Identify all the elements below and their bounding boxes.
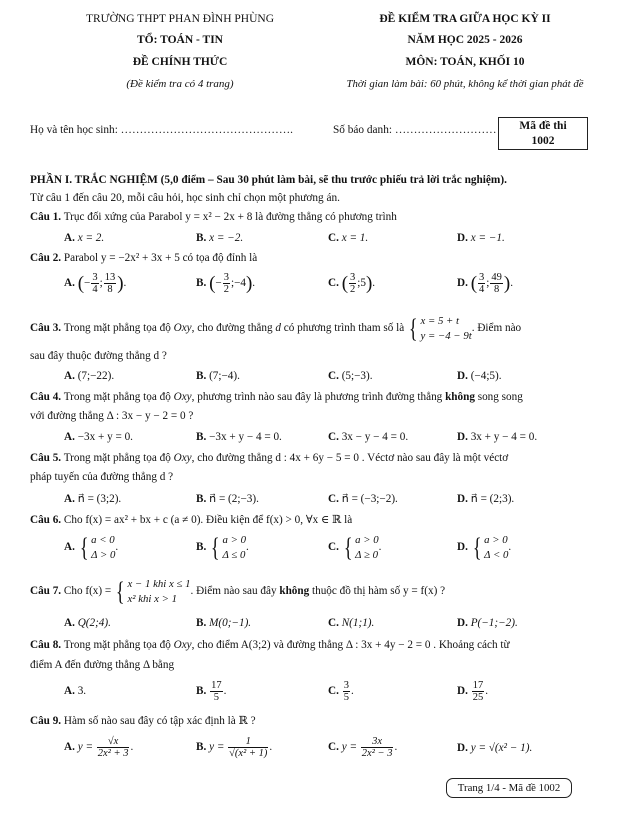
q8-option-c[interactable]: C. $\frac{3}{5}$ . (328, 680, 354, 704)
school-name: TRƯỜNG THPT PHAN ĐÌNH PHÙNG (85, 13, 275, 25)
q5-option-d[interactable]: D. n⃗ = (2;3). (457, 493, 515, 505)
exam-code-box (498, 117, 588, 150)
question-5: Câu 5. Trong mặt phẳng tọa độ Oxy, cho đường thẳng d : 4x + 6y − 5 = 0 . Véctơ nào sau đây là một véctơ (30, 452, 509, 464)
q8-option-a[interactable]: A. 3. (64, 685, 87, 697)
school-year: NĂM HỌC 2025 - 2026 (407, 34, 523, 46)
q3-option-a[interactable]: A. (7;−22). (64, 370, 115, 382)
q9-option-a[interactable]: A. y = $\frac{√x}{\text{2x² + 3}}$ . (64, 736, 134, 760)
q6-option-d[interactable]: D. { a > 0 Δ < 0. (457, 532, 512, 562)
question-5-line2: pháp tuyến của đường thẳng d ? (30, 471, 174, 483)
q3-option-d[interactable]: D. (−4;5). (457, 370, 502, 382)
question-8: Câu 8. Trong mặt phẳng tọa độ Oxy, cho điểm A(3;2) và đường thẳng Δ : 3x + 4y − 2 = 0 . Khoảng cách từ (30, 639, 510, 651)
question-2: Câu 2. Parabol y = −2x² + 3x + 5 có tọa độ đỉnh là (30, 252, 258, 264)
q3-option-c[interactable]: C. (5;−3). (328, 370, 373, 382)
question-2-text: Parabol y = −2x² + 3x + 5 có tọa độ đỉnh là (63, 252, 258, 264)
q1-option-b[interactable]: B. x = −2. (196, 232, 244, 244)
q1-option-a[interactable]: A. x = 2. (64, 232, 105, 244)
part1-instruction: Từ câu 1 đến câu 20, mỗi câu hỏi, học sinh chỉ chọn một phương án. (30, 192, 340, 204)
q6-option-a[interactable]: A. { a < 0 Δ > 0. (64, 532, 119, 562)
question-3-line2: sau đây thuộc đường thẳng d ? (30, 350, 167, 362)
q5-option-c[interactable]: C. n⃗ = (−3;−2). (328, 493, 398, 505)
question-1-label: Câu 1. (30, 211, 62, 223)
q8-option-b[interactable]: B. $\frac{17}{5}$ . (196, 680, 227, 704)
question-1 (30, 211, 397, 223)
q7-option-d[interactable]: D. P(−1;−2). (457, 617, 518, 629)
q3-option-b[interactable]: B. (7;−4). (196, 370, 240, 382)
q8-option-d[interactable]: D. $\frac{17}{25}$ . (457, 680, 488, 704)
official-label: ĐỀ CHÍNH THỨC (132, 56, 228, 68)
question-7: Câu 7. Cho f(x) = { x − 1 khi x ≤ 1 x² khi x > 1. Điểm nào sau đây không thuộc đồ thị hàm số y = f(x) ? (30, 576, 446, 606)
q9-option-b[interactable]: B. y = $\frac{1}{\text{√(x² + 1)}}$ . (196, 736, 273, 760)
q7-option-b[interactable]: B. M(0;−1). (196, 617, 252, 629)
q5-option-a[interactable]: A. n⃗ = (3;2). (64, 493, 122, 505)
q7-option-a[interactable]: A. Q(2;4). (64, 617, 111, 629)
question-9: Câu 9. Hàm số nào sau đây có tập xác định là ℝ ? (30, 715, 256, 727)
question-6: Câu 6. Cho f(x) = ax² + bx + c (a ≠ 0). Điều kiện để f(x) > 0, ∀x ∈ ℝ là (30, 514, 353, 526)
q6-option-c[interactable]: C. { a > 0 Δ ≥ 0. (328, 532, 382, 562)
subject: MÔN: TOÁN, KHỐI 10 (405, 56, 525, 68)
question-1-text: Trục đối xứng của Parabol y = x² − 2x + 8 là đường thẳng có phương trình (63, 211, 397, 223)
department: TỔ: TOÁN - TIN (137, 34, 223, 46)
question-3: Câu 3. Trong mặt phẳng tọa độ Oxy, cho đường thẳng d có phương trình tham số là { x = 5 + t y = −4 − 9t. Điểm nào (30, 313, 522, 343)
q2-option-c[interactable]: C. ( $\frac{3}{2}$ ;5). (328, 272, 376, 296)
q4-option-b[interactable]: B. −3x + y − 4 = 0. (196, 431, 282, 443)
page-footer: Trang 1/4 - Mã đề 1002 (446, 778, 572, 798)
q4-option-a[interactable]: A. −3x + y = 0. (64, 431, 133, 443)
q9-option-d[interactable]: D. y = √(x² − 1). (457, 742, 533, 754)
time-limit: Thời gian làm bài: 60 phút, không kể thời gian phát đề (346, 78, 584, 90)
part1-title: PHẦN I. TRẮC NGHIỆM (5,0 điểm – Sau 30 phút làm bài, sẽ thu trước phiếu trả lời trắc nghiệm). (30, 174, 507, 186)
question-8-line2: điểm A đến đường thẳng Δ bằng (30, 659, 175, 671)
q5-option-b[interactable]: B. n⃗ = (2;−3). (196, 493, 259, 505)
question-4: Câu 4. Trong mặt phẳng tọa độ Oxy, phương trình nào sau đây là phương trình đường thẳng không song song (30, 391, 523, 403)
q6-option-b[interactable]: B. { a > 0 Δ ≤ 0. (196, 532, 249, 562)
q2-option-b[interactable]: B. (− $\frac{3}{2}$ ;−4). (196, 272, 256, 296)
student-name-field[interactable]: Họ và tên học sinh: ………………………………………. (30, 124, 293, 136)
pages-note: (Đề kiểm tra có 4 trang) (126, 78, 234, 90)
q4-option-d[interactable]: D. 3x + y − 4 = 0. (457, 431, 538, 443)
student-id-field[interactable]: Số báo danh: ……………………… (333, 124, 497, 136)
exam-code-value: 1002 (531, 135, 555, 147)
q2-option-d[interactable]: D. ( $\frac{3}{4}$ ; $\frac{49}{8}$ ). (457, 272, 513, 296)
q1-option-c[interactable]: C. x = 1. (328, 232, 369, 244)
q1-option-d[interactable]: D. x = −1. (457, 232, 505, 244)
q4-option-c[interactable]: C. 3x − y − 4 = 0. (328, 431, 409, 443)
q2-option-a[interactable]: A. (− $\frac{3}{4}$ ; $\frac{13}{8}$ ). (64, 272, 127, 296)
exam-code-label: Mã đề thi (519, 120, 567, 132)
exam-title: ĐỀ KIỂM TRA GIỮA HỌC KỲ II (379, 13, 551, 25)
question-4-line2: với đường thẳng Δ : 3x − y − 2 = 0 ? (30, 410, 194, 422)
q9-option-c[interactable]: C. y = $\frac{3x}{\text{2x² − 3}}$ . (328, 736, 398, 760)
q7-option-c[interactable]: C. N(1;1). (328, 617, 375, 629)
